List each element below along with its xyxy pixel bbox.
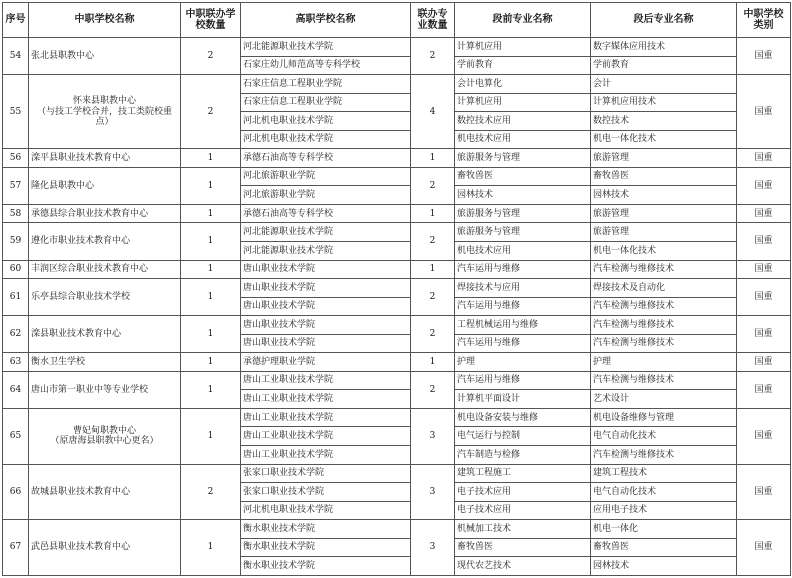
post-major-cell: 护理 [591,353,737,372]
post-major-cell: 会计 [591,75,737,94]
higher-school-cell: 石家庄信息工程职业学院 [241,93,411,112]
table-row [3,371,791,390]
serial-no-cell: 63 [3,353,29,372]
secondary-school-cell [29,371,181,408]
secondary-school-cell [29,316,181,353]
serial-no-cell: 54 [3,38,29,75]
major-count-cell: 1 [411,204,455,223]
school-category-cell: 国重 [737,149,791,168]
pre-major-cell: 旅游服务与管理 [455,149,591,168]
major-count-cell: 3 [411,464,455,520]
header-pre-major: 段前专业名称 [455,3,591,38]
major-count-cell: 2 [411,316,455,353]
serial-no-cell: 58 [3,204,29,223]
pre-major-cell: 机械加工技术 [455,520,591,539]
secondary-school-name-line: 隆化县职教中心 [31,180,95,191]
post-major-cell: 旅游管理 [591,223,737,242]
table-row [3,353,791,372]
pre-major-cell: 机电技术应用 [455,130,591,149]
serial-no-cell: 56 [3,149,29,168]
table-row [3,149,791,168]
secondary-school-cell [29,223,181,260]
pre-major-cell: 汽车运用与维修 [455,260,591,279]
pre-major-cell: 工程机械运用与维修 [455,316,591,335]
higher-school-cell: 河北机电职业技术学院 [241,501,411,520]
secondary-count-cell: 1 [181,204,241,223]
higher-school-cell: 唐山职业技术学院 [241,334,411,353]
header-post-major: 段后专业名称 [591,3,737,38]
higher-school-cell: 河北机电职业技术学院 [241,130,411,149]
pre-major-cell: 电子技术应用 [455,483,591,502]
table-row [3,279,791,298]
pre-major-cell: 园林技术 [455,186,591,205]
serial-no-cell: 59 [3,223,29,260]
post-major-cell: 应用电子技术 [591,501,737,520]
school-category-cell: 国重 [737,353,791,372]
higher-school-cell: 唐山工业职业技术学院 [241,390,411,409]
post-major-cell: 汽车检测与维修技术 [591,371,737,390]
school-category-cell: 国重 [737,371,791,408]
post-major-cell: 数控技术 [591,112,737,131]
pre-major-cell: 学前教育 [455,56,591,75]
secondary-school-name-line: 衡水卫生学校 [31,356,86,367]
post-major-cell: 建筑工程技术 [591,464,737,483]
post-major-cell: 汽车检测与维修技术 [591,260,737,279]
table-body [3,38,791,576]
pre-major-cell: 计算机平面设计 [455,390,591,409]
secondary-school-cell [29,149,181,168]
secondary-count-cell: 1 [181,223,241,260]
post-major-cell: 畜牧兽医 [591,538,737,557]
secondary-school-name-line: 承德县综合职业技术教育中心 [31,208,149,219]
pre-major-cell: 汽车制造与检修 [455,446,591,465]
post-major-cell: 旅游管理 [591,149,737,168]
post-major-cell: 汽车检测与维修技术 [591,334,737,353]
school-cooperation-table [2,2,791,576]
pre-major-cell: 计算机应用 [455,38,591,57]
major-count-cell: 1 [411,353,455,372]
header-higher-school: 高职学校名称 [241,3,411,38]
secondary-count-cell: 1 [181,279,241,316]
secondary-school-name-line: 曹妃甸职教中心 [72,425,136,436]
secondary-school-cell [29,204,181,223]
secondary-school-name-line: （原唐海县职教中心更名） [50,436,159,447]
pre-major-cell: 机电技术应用 [455,242,591,261]
table-row [3,75,791,94]
major-count-cell: 3 [411,520,455,576]
higher-school-cell: 唐山工业职业技术学院 [241,427,411,446]
school-category-cell: 国重 [737,223,791,260]
secondary-school-name-line: 滦平县职业技术教育中心 [31,152,131,163]
pre-major-cell: 旅游服务与管理 [455,204,591,223]
pre-major-cell: 旅游服务与管理 [455,223,591,242]
major-count-cell: 4 [411,75,455,149]
pre-major-cell: 汽车运用与维修 [455,334,591,353]
secondary-school-name-line: 乐亭县综合职业技术学校 [31,291,131,302]
secondary-school-cell [29,353,181,372]
secondary-school-cell [29,279,181,316]
serial-no-cell: 64 [3,371,29,408]
serial-no-cell: 62 [3,316,29,353]
secondary-count-cell: 2 [181,464,241,520]
school-category-cell: 国重 [737,75,791,149]
post-major-cell: 园林技术 [591,186,737,205]
major-count-cell: 2 [411,167,455,204]
higher-school-cell: 河北能源职业技术学院 [241,242,411,261]
header-serial-no: 序号 [3,3,29,38]
post-major-cell: 汽车检测与维修技术 [591,446,737,465]
higher-school-cell: 唐山职业技术学院 [241,279,411,298]
secondary-count-cell: 2 [181,38,241,75]
post-major-cell: 机电一体化 [591,520,737,539]
school-category-cell: 国重 [737,464,791,520]
table-row [3,260,791,279]
pre-major-cell: 护理 [455,353,591,372]
secondary-school-name-line: 故城县职业技术教育中心 [31,486,131,497]
higher-school-cell: 河北旅游职业学院 [241,167,411,186]
school-category-cell: 国重 [737,260,791,279]
serial-no-cell: 66 [3,464,29,520]
major-count-cell: 2 [411,279,455,316]
secondary-school-name-line: 怀来县职教中心 [72,96,136,107]
higher-school-cell: 唐山职业技术学院 [241,297,411,316]
major-count-cell: 2 [411,223,455,260]
higher-school-cell: 河北能源职业技术学院 [241,38,411,57]
serial-no-cell: 61 [3,279,29,316]
higher-school-cell: 张家口职业技术学院 [241,483,411,502]
higher-school-cell: 唐山工业职业技术学院 [241,371,411,390]
serial-no-cell: 65 [3,408,29,464]
school-category-cell: 国重 [737,520,791,576]
school-category-cell: 国重 [737,38,791,75]
major-count-cell: 1 [411,149,455,168]
school-category-cell: 国重 [737,316,791,353]
secondary-school-name-line: 丰润区综合职业技术教育中心 [31,264,149,275]
higher-school-cell: 唐山职业技术学院 [241,316,411,335]
higher-school-cell: 河北旅游职业学院 [241,186,411,205]
serial-no-cell: 60 [3,260,29,279]
pre-major-cell: 建筑工程施工 [455,464,591,483]
post-major-cell: 机电设备维修与管理 [591,408,737,427]
pre-major-cell: 计算机应用 [455,93,591,112]
post-major-cell: 电气自动化技术 [591,483,737,502]
school-category-cell: 国重 [737,167,791,204]
higher-school-cell: 衡水职业技术学院 [241,557,411,576]
pre-major-cell: 机电设备安装与维修 [455,408,591,427]
secondary-count-cell: 1 [181,316,241,353]
post-major-cell: 机电一体化技术 [591,130,737,149]
higher-school-cell: 石家庄幼儿师范高等专科学校 [241,56,411,75]
post-major-cell: 旅游管理 [591,204,737,223]
post-major-cell: 机电一体化技术 [591,242,737,261]
post-major-cell: 计算机应用技术 [591,93,737,112]
table-row [3,316,791,335]
higher-school-cell: 衡水职业技术学院 [241,520,411,539]
serial-no-cell: 55 [3,75,29,149]
higher-school-cell: 衡水职业技术学院 [241,538,411,557]
secondary-school-cell [29,167,181,204]
pre-major-cell: 汽车运用与维修 [455,371,591,390]
post-major-cell: 焊接技术及自动化 [591,279,737,298]
higher-school-cell: 唐山职业技术学院 [241,260,411,279]
table-row [3,167,791,186]
pre-major-cell: 数控技术应用 [455,112,591,131]
post-major-cell: 汽车检测与维修技术 [591,316,737,335]
table-row [3,223,791,242]
major-count-cell: 2 [411,371,455,408]
post-major-cell: 畜牧兽医 [591,167,737,186]
secondary-school-cell [29,75,181,149]
secondary-school-cell [29,38,181,75]
pre-major-cell: 焊接技术与应用 [455,279,591,298]
secondary-count-cell: 1 [181,167,241,204]
secondary-school-name-line: 唐山市第一职业中等专业学校 [31,384,149,395]
higher-school-cell: 张家口职业技术学院 [241,464,411,483]
secondary-school-name-line: 遵化市职业技术教育中心 [31,236,131,247]
header-row [3,3,791,38]
serial-no-cell: 57 [3,167,29,204]
table-row [3,464,791,483]
pre-major-cell: 畜牧兽医 [455,167,591,186]
post-major-cell: 汽车检测与维修技术 [591,297,737,316]
higher-school-cell: 承德石油高等专科学校 [241,149,411,168]
secondary-count-cell: 1 [181,149,241,168]
higher-school-cell: 河北能源职业技术学院 [241,223,411,242]
header-secondary-count: 中职联办学校数量 [181,3,241,38]
post-major-cell: 园林技术 [591,557,737,576]
table-row [3,204,791,223]
secondary-school-cell [29,260,181,279]
higher-school-cell: 承德石油高等专科学校 [241,204,411,223]
school-category-cell: 国重 [737,204,791,223]
pre-major-cell: 会计电算化 [455,75,591,94]
secondary-school-cell [29,408,181,464]
pre-major-cell: 现代农艺技术 [455,557,591,576]
secondary-school-cell [29,464,181,520]
post-major-cell: 艺术设计 [591,390,737,409]
major-count-cell: 2 [411,38,455,75]
pre-major-cell: 电气运行与控制 [455,427,591,446]
table-row [3,38,791,57]
post-major-cell: 电气自动化技术 [591,427,737,446]
secondary-school-name-line: 武邑县职业技术教育中心 [31,542,131,553]
secondary-count-cell: 1 [181,353,241,372]
table-row [3,520,791,539]
pre-major-cell: 汽车运用与维修 [455,297,591,316]
higher-school-cell: 唐山工业职业技术学院 [241,408,411,427]
serial-no-cell: 67 [3,520,29,576]
secondary-school-name-line: 滦县职业技术教育中心 [31,329,122,340]
secondary-school-name-line: （与技工学校合并，技工类院校重点） [36,106,172,127]
pre-major-cell: 畜牧兽医 [455,538,591,557]
secondary-count-cell: 1 [181,371,241,408]
secondary-school-cell [29,520,181,576]
post-major-cell: 学前教育 [591,56,737,75]
secondary-school-name-line: 张北县职教中心 [31,50,95,61]
table-row [3,408,791,427]
higher-school-cell: 唐山工业职业技术学院 [241,446,411,465]
header-secondary-school: 中职学校名称 [29,3,181,38]
header-school-category: 中职学校类别 [737,3,791,38]
secondary-count-cell: 1 [181,520,241,576]
major-count-cell: 1 [411,260,455,279]
secondary-count-cell: 1 [181,260,241,279]
school-category-cell: 国重 [737,408,791,464]
higher-school-cell: 石家庄信息工程职业学院 [241,75,411,94]
higher-school-cell: 河北机电职业技术学院 [241,112,411,131]
pre-major-cell: 电子技术应用 [455,501,591,520]
secondary-count-cell: 1 [181,408,241,464]
header-major-count: 联办专业数量 [411,3,455,38]
post-major-cell: 数字媒体应用技术 [591,38,737,57]
secondary-count-cell: 2 [181,75,241,149]
school-category-cell: 国重 [737,279,791,316]
higher-school-cell: 承德护理职业学院 [241,353,411,372]
major-count-cell: 3 [411,408,455,464]
